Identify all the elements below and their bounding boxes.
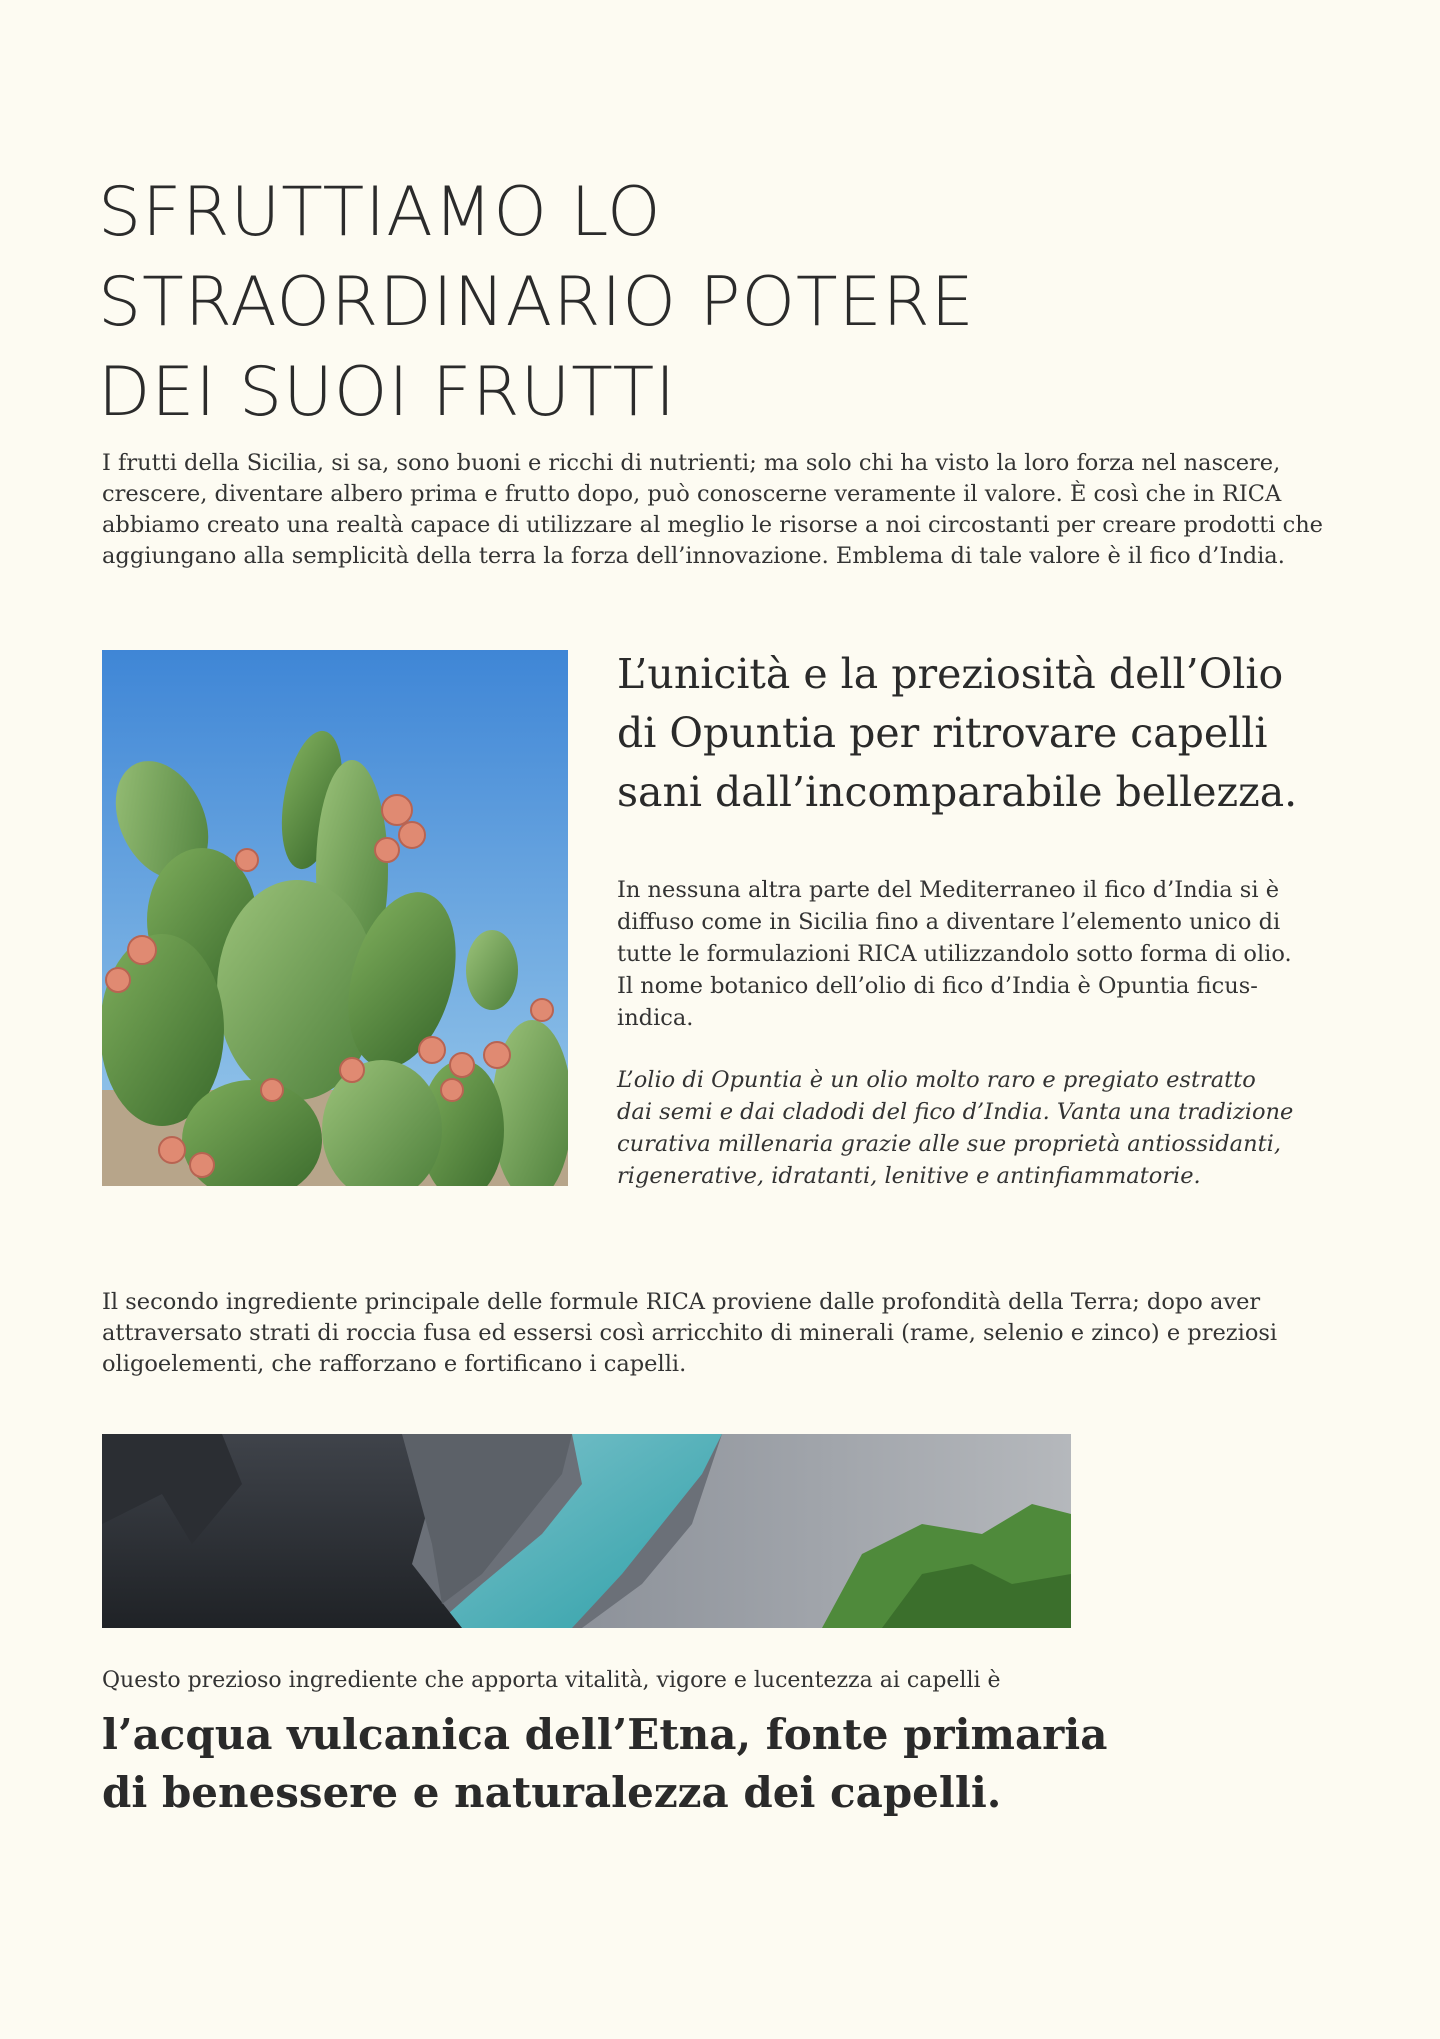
title-line: DEI SUOI FRUTTI [98, 353, 677, 432]
headline-line: di Opuntia per ritrovare capelli [617, 709, 1268, 757]
text-line: curativa millenaria grazie alle sue proprietà antiossidanti, [617, 1131, 1281, 1157]
text-line: rigenerative, idratanti, lenitive e antinfiammatorie. [617, 1163, 1201, 1189]
volcanic-water-headline [102, 1706, 1202, 1822]
text-line: dai semi e dai cladodi del fico d’India. Vanta una tradizione [617, 1099, 1294, 1125]
volcanic-water-lead: Questo prezioso ingrediente che apporta vitalità, vigore e lucentezza ai capelli è [102, 1668, 1001, 1693]
text-line: Il nome botanico dell’olio di fico d’India è Opuntia ficus- [617, 973, 1258, 999]
text-line: diffuso come in Sicilia fino a diventare l’elemento unico di [617, 909, 1281, 935]
headline-line: l’acqua vulcanica dell’Etna, fonte primaria [102, 1710, 1108, 1759]
headline-line: sani dall’incomparabile bellezza. [617, 768, 1298, 816]
text-line: indica. [617, 1005, 694, 1031]
headline-line: L’unicità e la preziosità dell’Olio [617, 650, 1284, 698]
intro-paragraph: I frutti della Sicilia, si sa, sono buoni e ricchi di nutrienti; ma solo chi ha visto la loro forza nel nascere, crescere, diventare albero prima e frutto dopo, può conoscerne veramente il valore. È così che in RICA abbiamo creato una realtà capace di utilizzare al meglio le risorse a noi circostanti per creare prodotti che aggiungano alla semplicità della terra la forza dell’innovazione. Emblema di tale valore è il fico d’India. [102, 450, 1323, 569]
text-line: In nessuna altra parte del Mediterraneo il fico d’India si è [617, 877, 1280, 903]
opuntia-oil-headline [617, 645, 1377, 822]
volcanic-water-description [102, 1287, 1342, 1380]
text-line: attraversato strati di roccia fusa ed essersi così arricchito di minerali (rame, selenio e zinco) e preziosi [102, 1320, 1278, 1346]
text-line: tutte le formulazioni RICA utilizzandolo sotto forma di olio. [617, 941, 1292, 967]
text-line: L’olio di Opuntia è un olio molto raro e pregiato estratto [617, 1067, 1256, 1093]
volcanic-river-gorge-photo [102, 1434, 1071, 1628]
page-title [98, 168, 1098, 438]
opuntia-description [617, 874, 1347, 1034]
text-line: Il secondo ingrediente principale delle formule RICA proviene dalle profondità della Terra; dopo aver [102, 1289, 1261, 1315]
prickly-pear-cactus-photo [102, 650, 568, 1186]
title-line: SFRUTTIAMO LO [98, 173, 662, 252]
opuntia-italic-note [617, 1064, 1347, 1192]
title-line: STRAORDINARIO POTERE [98, 263, 975, 342]
text-line: oligoelementi, che rafforzano e fortificano i capelli. [102, 1351, 687, 1377]
headline-line: di benessere e naturalezza dei capelli. [102, 1768, 1002, 1817]
